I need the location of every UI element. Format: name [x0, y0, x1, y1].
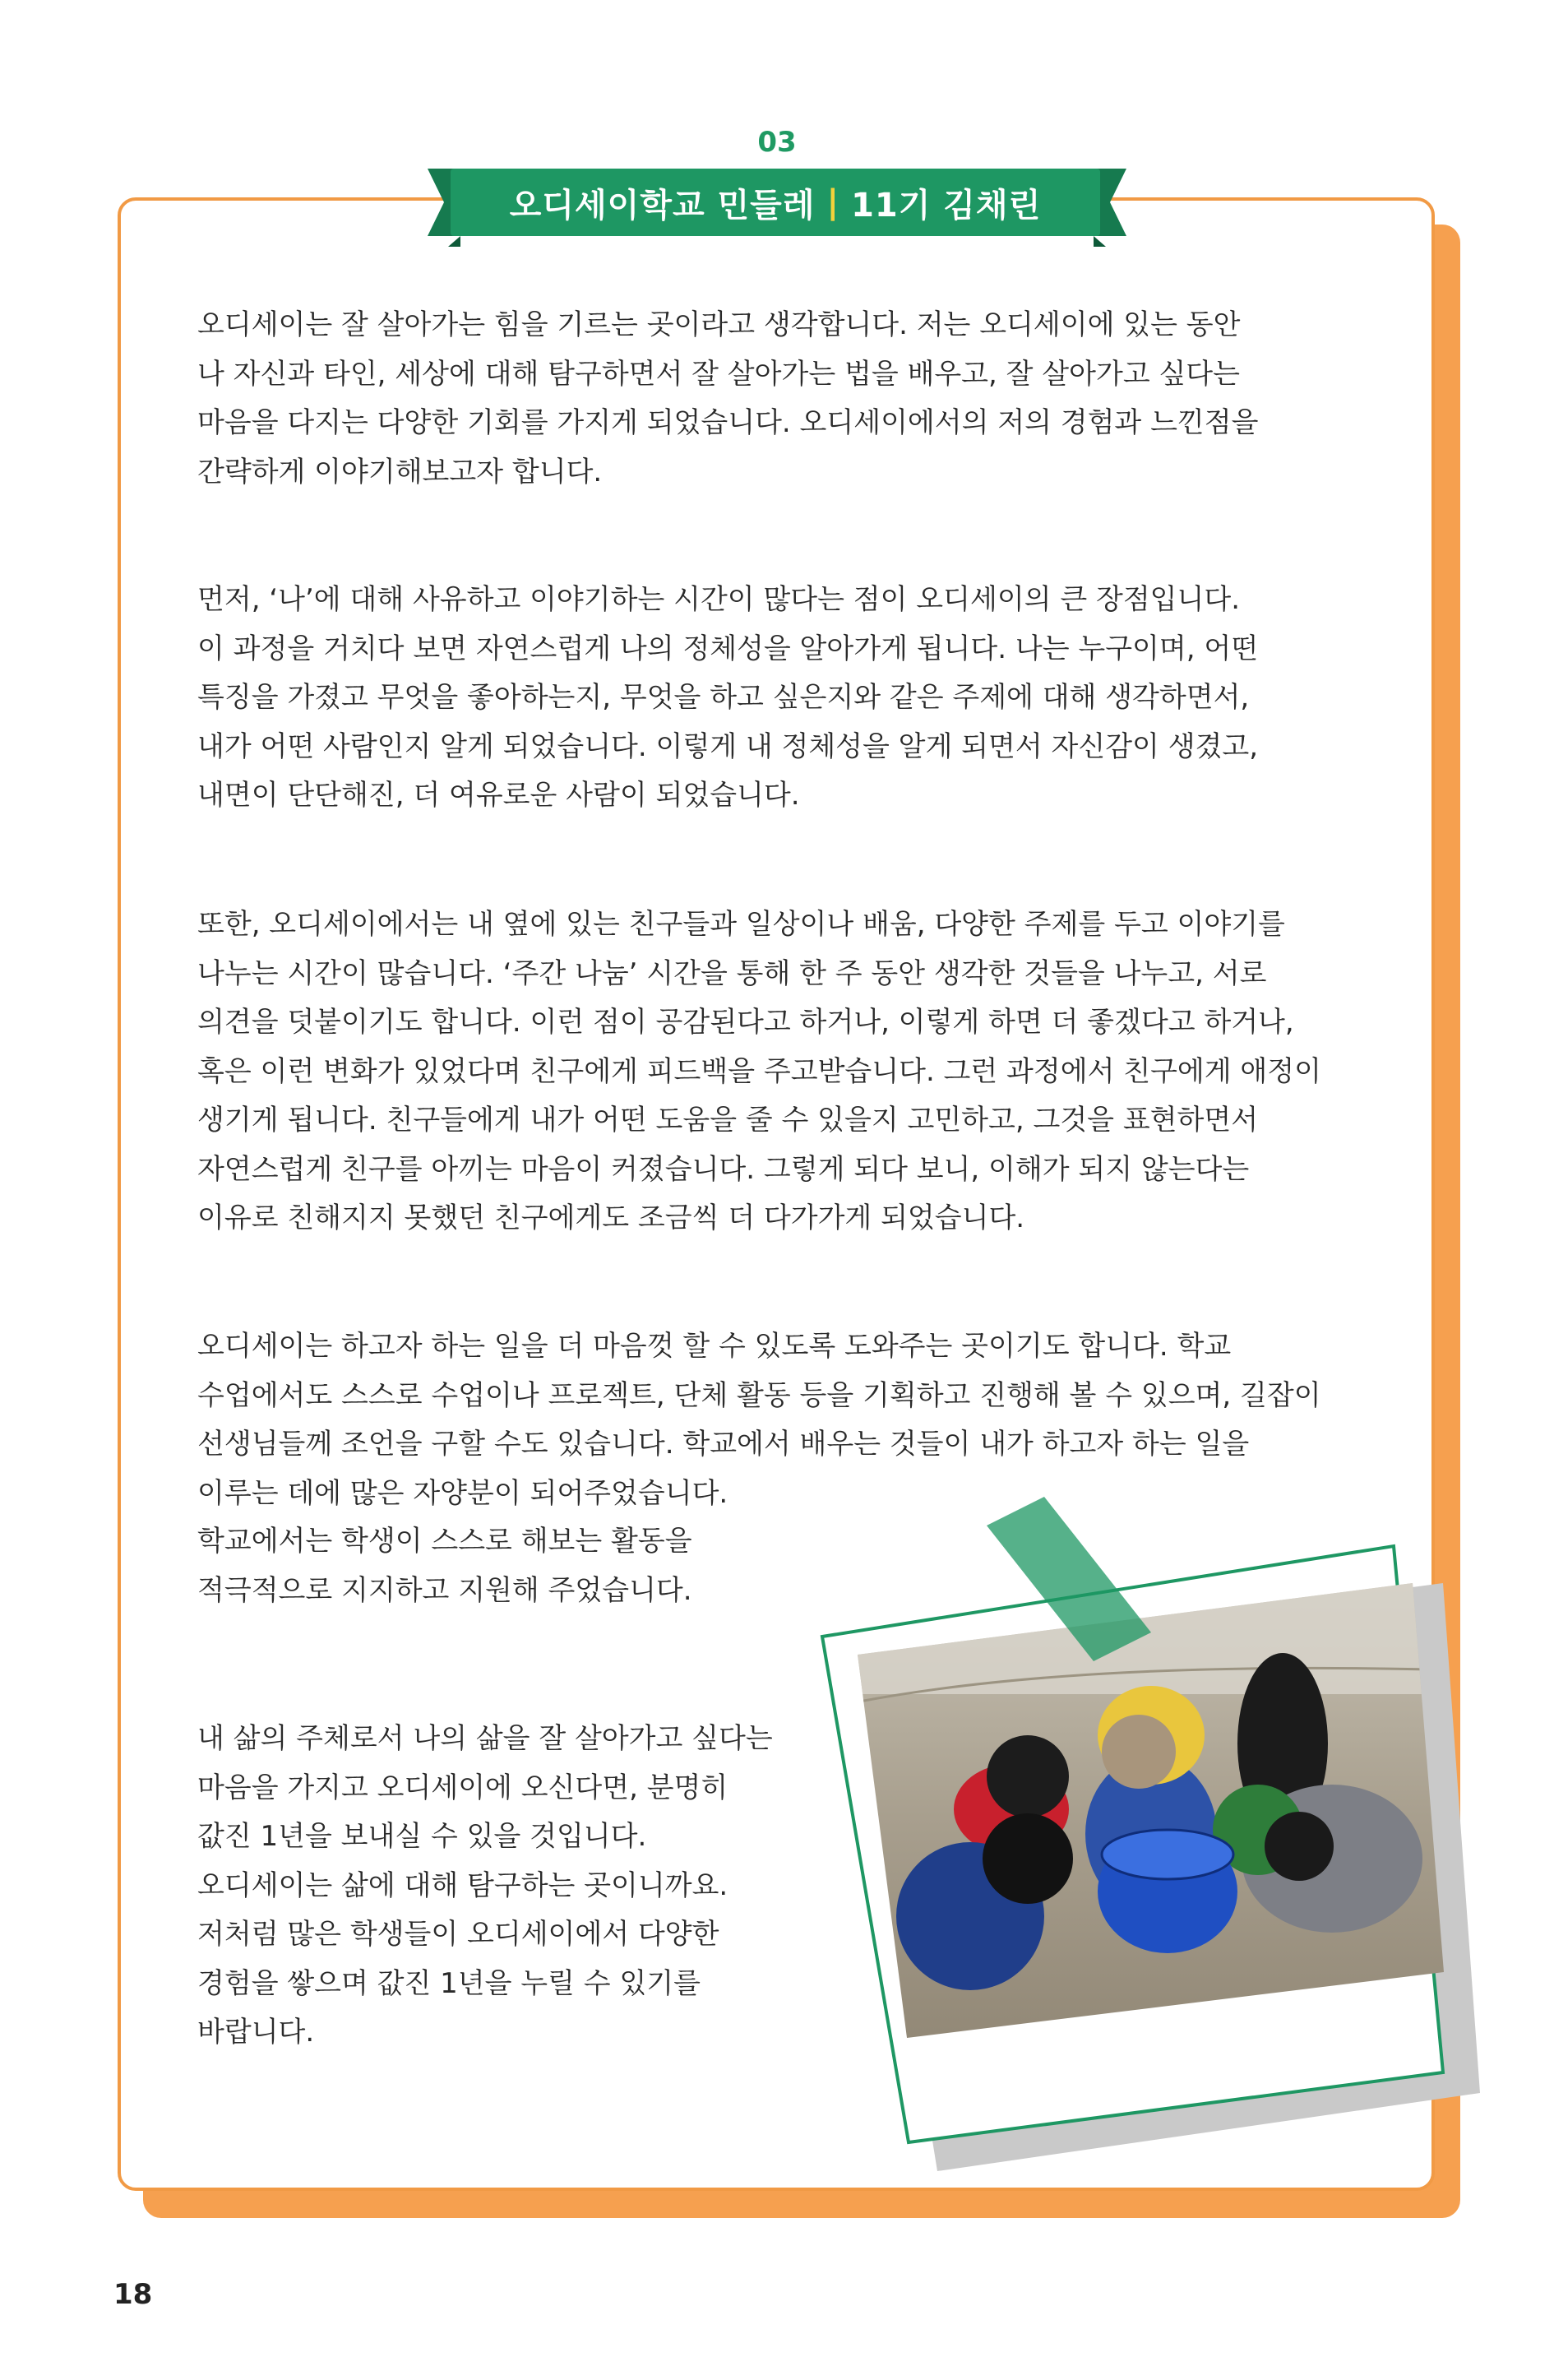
ribbon-author: 11기 김채린 — [851, 186, 1042, 225]
text-line: 내 삶의 주체로서 나의 삶을 잘 살아가고 싶다는 — [197, 1722, 773, 1755]
text-line: 학교에서는 학생이 스스로 해보는 활동을 — [197, 1525, 692, 1558]
text-line: 특징을 가졌고 무엇을 좋아하는지, 무엇을 하고 싶은지와 같은 주제에 대해 생각하면서, — [197, 681, 1250, 714]
text-line: 생기게 됩니다. 친구들에게 내가 어떤 도움을 줄 수 있을지 고민하고, 그것을 표현하면서 — [197, 1104, 1259, 1137]
text-line: 저처럼 많은 학생들이 오디세이에서 다양한 — [197, 1918, 719, 1951]
text-line: 수업에서도 스스로 수업이나 프로젝트, 단체 활동 등을 기획하고 진행해 볼 수 있으며, 길잡이 — [197, 1378, 1321, 1412]
text-line: 이루는 데에 많은 자양분이 되어주었습니다. — [197, 1476, 728, 1510]
text-line: 의견을 덧붙이기도 합니다. 이런 점이 공감된다고 하거나, 이렇게 하면 더 좋겠다고 하거나, — [197, 1006, 1294, 1039]
text-line: 이 과정을 거치다 보면 자연스럽게 나의 정체성을 알아가게 됩니다. 나는 누구이며, 어떤 — [197, 632, 1259, 665]
text-line: 적극적으로 지지하고 지원해 주었습니다. — [197, 1573, 692, 1607]
text-line: 나누는 시간이 많습니다. ‘주간 나눔’ 시간을 통해 한 주 동안 생각한 것들을 나누고, 서로 — [197, 956, 1267, 990]
text-line: 혹은 이런 변화가 있었다며 친구에게 피드백을 주고받습니다. 그런 과정에서 친구에게 애정이 — [197, 1054, 1321, 1088]
ribbon-separator: | — [826, 183, 840, 221]
text-line: 나 자신과 타인, 세상에 대해 탐구하면서 잘 살아가는 법을 배우고, 잘 살아가고 싶다는 — [197, 357, 1240, 391]
text-line: 바랍니다. — [197, 2016, 315, 2049]
text-line: 또한, 오디세이에서는 내 옆에 있는 친구들과 일상이나 배움, 다양한 주제를 두고 이야기를 — [197, 908, 1285, 941]
text-line: 내가 어떤 사람인지 알게 되었습니다. 이렇게 내 정체성을 알게 되면서 자신감이 생겼고, — [197, 729, 1259, 763]
text-line: 값진 1년을 보내실 수 있을 것입니다. — [197, 1820, 647, 1853]
section-number: 03 — [757, 126, 797, 159]
text-line: 마음을 가지고 오디세이에 오신다면, 분명히 — [197, 1771, 728, 1804]
text-line: 간략하게 이야기해보고자 합니다. — [197, 455, 603, 489]
text-line: 경험을 쌓으며 값진 1년을 누릴 수 있기를 — [197, 1966, 701, 2000]
text-line: 자연스럽게 친구를 아끼는 마음이 커졌습니다. 그렇게 되다 보니, 이해가 되지 않는다는 — [197, 1152, 1250, 1186]
text-line: 오디세이는 하고자 하는 일을 더 마음껏 할 수 있도록 도와주는 곳이기도 합니다. 학교 — [197, 1330, 1232, 1363]
text-line: 먼저, ‘나’에 대해 사유하고 이야기하는 시간이 많다는 점이 오디세이의 큰 장점입니다. — [197, 583, 1240, 616]
text-line: 내면이 단단해진, 더 여유로운 사람이 되었습니다. — [197, 779, 800, 812]
text-line: 오디세이는 잘 살아가는 힘을 기르는 곳이라고 생각합니다. 저는 오디세이에 있는 동안 — [197, 308, 1241, 341]
ribbon-title: 오디세이학교 민들레 — [509, 186, 816, 225]
text-line: 선생님들께 조언을 구할 수도 있습니다. 학교에서 배우는 것들이 내가 하고자 하는 일을 — [197, 1428, 1250, 1461]
page-number: 18 — [113, 2278, 153, 2311]
text-line: 마음을 다지는 다양한 기회를 가지게 되었습니다. 오디세이에서의 저의 경험과 느낀점을 — [197, 406, 1259, 439]
text-line: 이유로 친해지지 못했던 친구에게도 조금씩 더 다가가게 되었습니다. — [197, 1202, 1025, 1234]
text-line: 오디세이는 삶에 대해 탐구하는 곳이니까요. — [197, 1868, 728, 1902]
